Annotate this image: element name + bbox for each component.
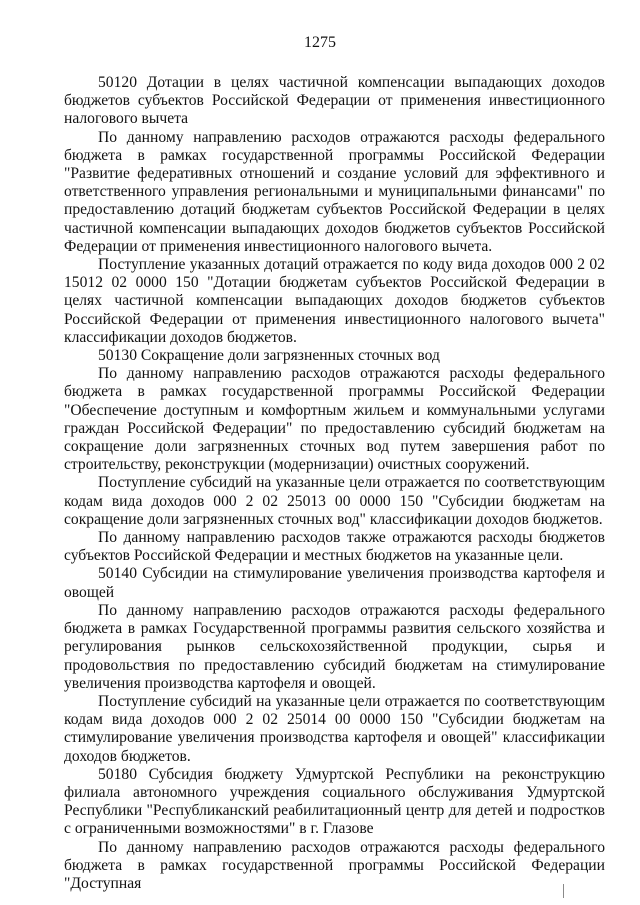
page-number: 1275 (304, 34, 336, 51)
scan-mark (563, 884, 564, 898)
paragraph-section-50140-title: 50140 Субсидии на стимулирование увеличения производства картофеля и овощей (64, 565, 605, 601)
paragraph-50130-description: По данному направлению расходов отражаются расходы федерального бюджета в рамках государственной программы Российской Федерации "Обеспечение доступным и комфортным жильем и коммунальными услугами граждан Российской Федерации" по предоставлению субсидий бюджетам на сокращение доли загрязненных сточных вод путем завершения работ по строительству, реконструкции (модернизации) очистных сооружений. (64, 365, 605, 474)
paragraph-section-50130-title: 50130 Сокращение доли загрязненных сточных вод (98, 347, 440, 365)
paragraph-50180-description: По данному направлению расходов отражаются расходы федерального бюджета в рамках государственной программы Российской Федерации "Доступная (64, 838, 605, 892)
paragraph-50120-revenue-code: Поступление указанных дотаций отражается по коду вида доходов 000 2 02 15012 02 0000 150 "Дотации бюджетам субъектов Российской Федерации в целях частичной компенсации выпадающих доходов бюджетов субъектов Российской Федерации от применения инвестиционного налогового вычета" классификации доходов бюджетов. (64, 256, 605, 346)
paragraph-50140-revenue-code: Поступление субсидий на указанные цели отражается по соответствующим кодам вида доходов 000 2 02 25014 00 0000 150 "Субсидии бюджетам на стимулирование увеличения производства картофеля и овощей" классификации доходов бюджетов. (64, 692, 605, 765)
paragraph-50140-description: По данному направлению расходов отражаются расходы федерального бюджета в рамках Государственной программы развития сельского хозяйства и регулирования рынков сельскохозяйственной продукции, сырья и продовольствия по предоставлению субсидий бюджетам на стимулирование увеличения производства картофеля и овощей. (64, 601, 605, 692)
paragraph-section-50180-title: 50180 Субсидия бюджету Удмуртской Республики на реконструкцию филиала автономного учреждения социального обслуживания Удмуртской Республики "Республиканский реабилитационный центр для детей и подростков с ограниченными возможностями" в г. Глазове (64, 765, 605, 838)
paragraph-50120-description: По данному направлению расходов отражаются расходы федерального бюджета в рамках государственной программы Российской Федерации "Развитие федеративных отношений и создание условий для эффективного и ответственного управления региональными и муниципальными финансами" по предоставлению дотаций бюджетам субъектов Российской Федерации в целях частичной компенсации выпадающих доходов бюджетов субъектов Российской Федерации от применения инвестиционного налогового вычета. (64, 128, 605, 255)
paragraph-50130-regional-expenses: По данному направлению расходов также отражаются расходы бюджетов субъектов Российской Федерации и местных бюджетов на указанные цели. (64, 529, 605, 565)
paragraph-50130-revenue-code: Поступление субсидий на указанные цели отражается по соответствующим кодам вида доходов 000 2 02 25013 00 0000 150 "Субсидии бюджетам на сокращение доли загрязненных сточных вод" классификации доходов бюджетов. (64, 474, 605, 528)
document-body (64, 74, 605, 893)
paragraph-section-50120-title: 50120 Дотации в целях частичной компенсации выпадающих доходов бюджетов субъектов Российской Федерации от применения инвестиционного налогового вычета (64, 74, 605, 128)
